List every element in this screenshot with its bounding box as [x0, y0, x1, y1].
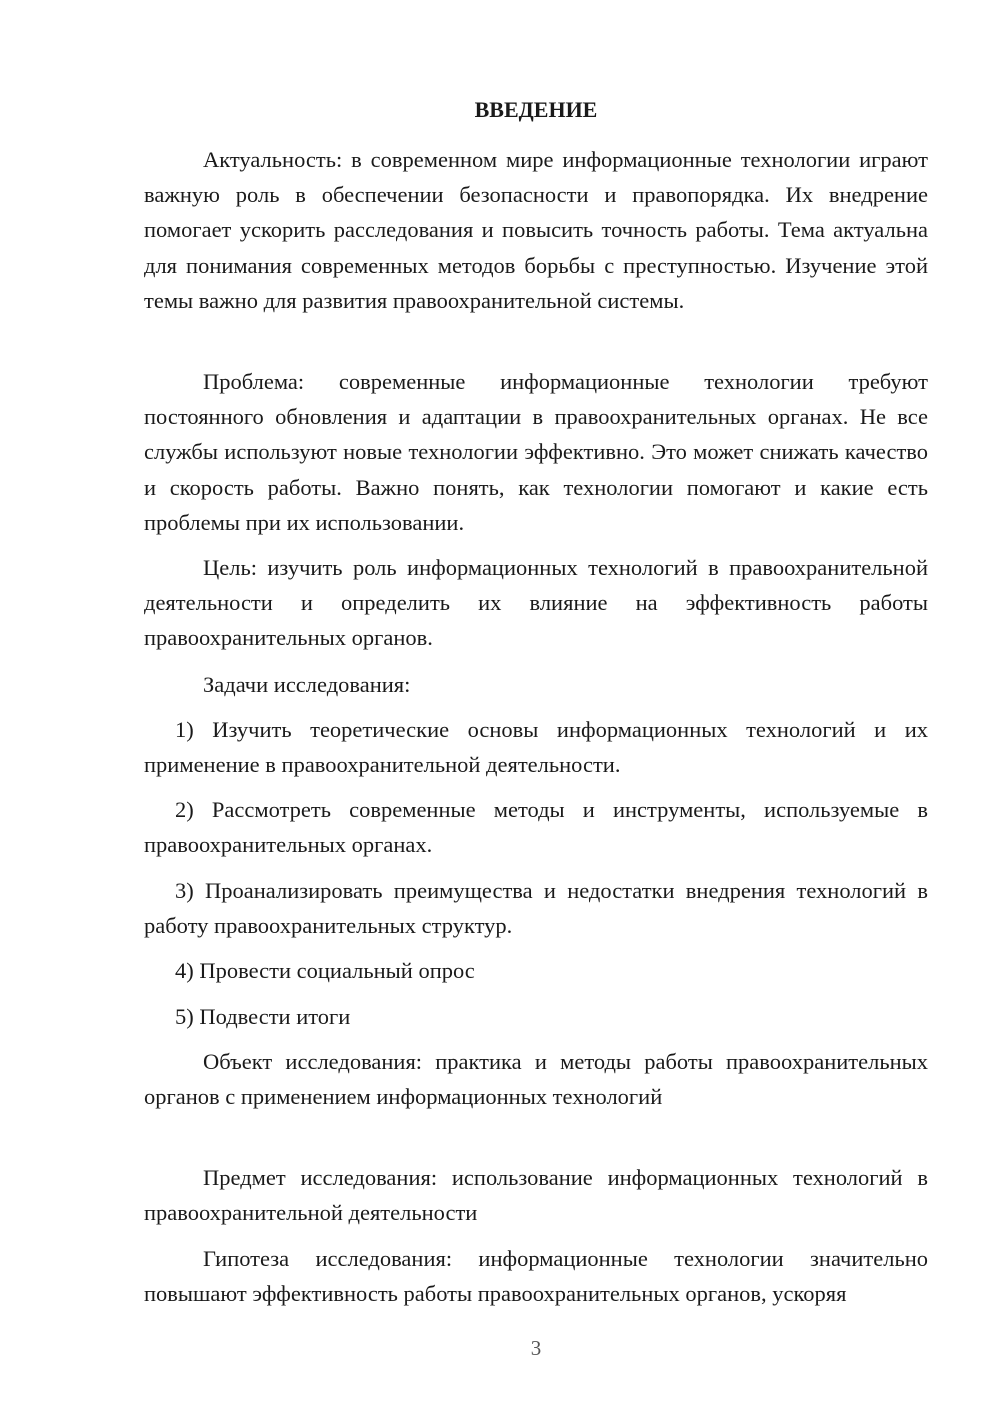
paragraph-subject: Предмет исследования: использование информационных технологий в правоохранительной деятельности	[144, 1165, 928, 1226]
paragraph-relevance: Актуальность: в современном мире информационные технологии играют важную роль в обеспечении безопасности и правопорядка. Их внедрение помогает ускорить расследования и повысить точность работы. Тема актуальна для понимания современных методов борьбы с преступностью. Изучение этой темы важно для развития правоохранительной системы.	[144, 147, 928, 313]
page-number: 3	[530, 1336, 542, 1360]
paragraph-goal: Цель: изучить роль информационных технологий в правоохранительной деятельности и определить их влияние на эффективность работы правоохранительных органов.	[144, 555, 928, 651]
task-item-1: 1) Изучить теоретические основы информационных технологий и их применение в правоохранительной деятельности.	[144, 717, 928, 778]
task-item-4: 4) Провести социальный опрос	[175, 958, 475, 983]
page-title: ВВЕДЕНИЕ	[474, 97, 598, 122]
paragraph-object: Объект исследования: практика и методы работы правоохранительных органов с применением информационных технологий	[144, 1049, 928, 1110]
paragraph-hypothesis: Гипотеза исследования: информационные технологии значительно повышают эффективность работы правоохранительных органов, ускоряя	[144, 1246, 928, 1307]
task-item-2: 2) Рассмотреть современные методы и инструменты, используемые в правоохранительных органах.	[144, 797, 928, 858]
tasks-heading: Задачи исследования:	[203, 672, 411, 697]
task-item-5: 5) Подвести итоги	[175, 1004, 351, 1029]
task-item-3: 3) Проанализировать преимущества и недостатки внедрения технологий в работу правоохранительных структур.	[144, 878, 928, 939]
paragraph-problem: Проблема: современные информационные технологии требуют постоянного обновления и адаптации в правоохранительных органах. Не все службы используют новые технологии эффективно. Это может снижать качество и скорость работы. Важно понять, как технологии помогают и какие есть проблемы при их использовании.	[144, 369, 928, 535]
